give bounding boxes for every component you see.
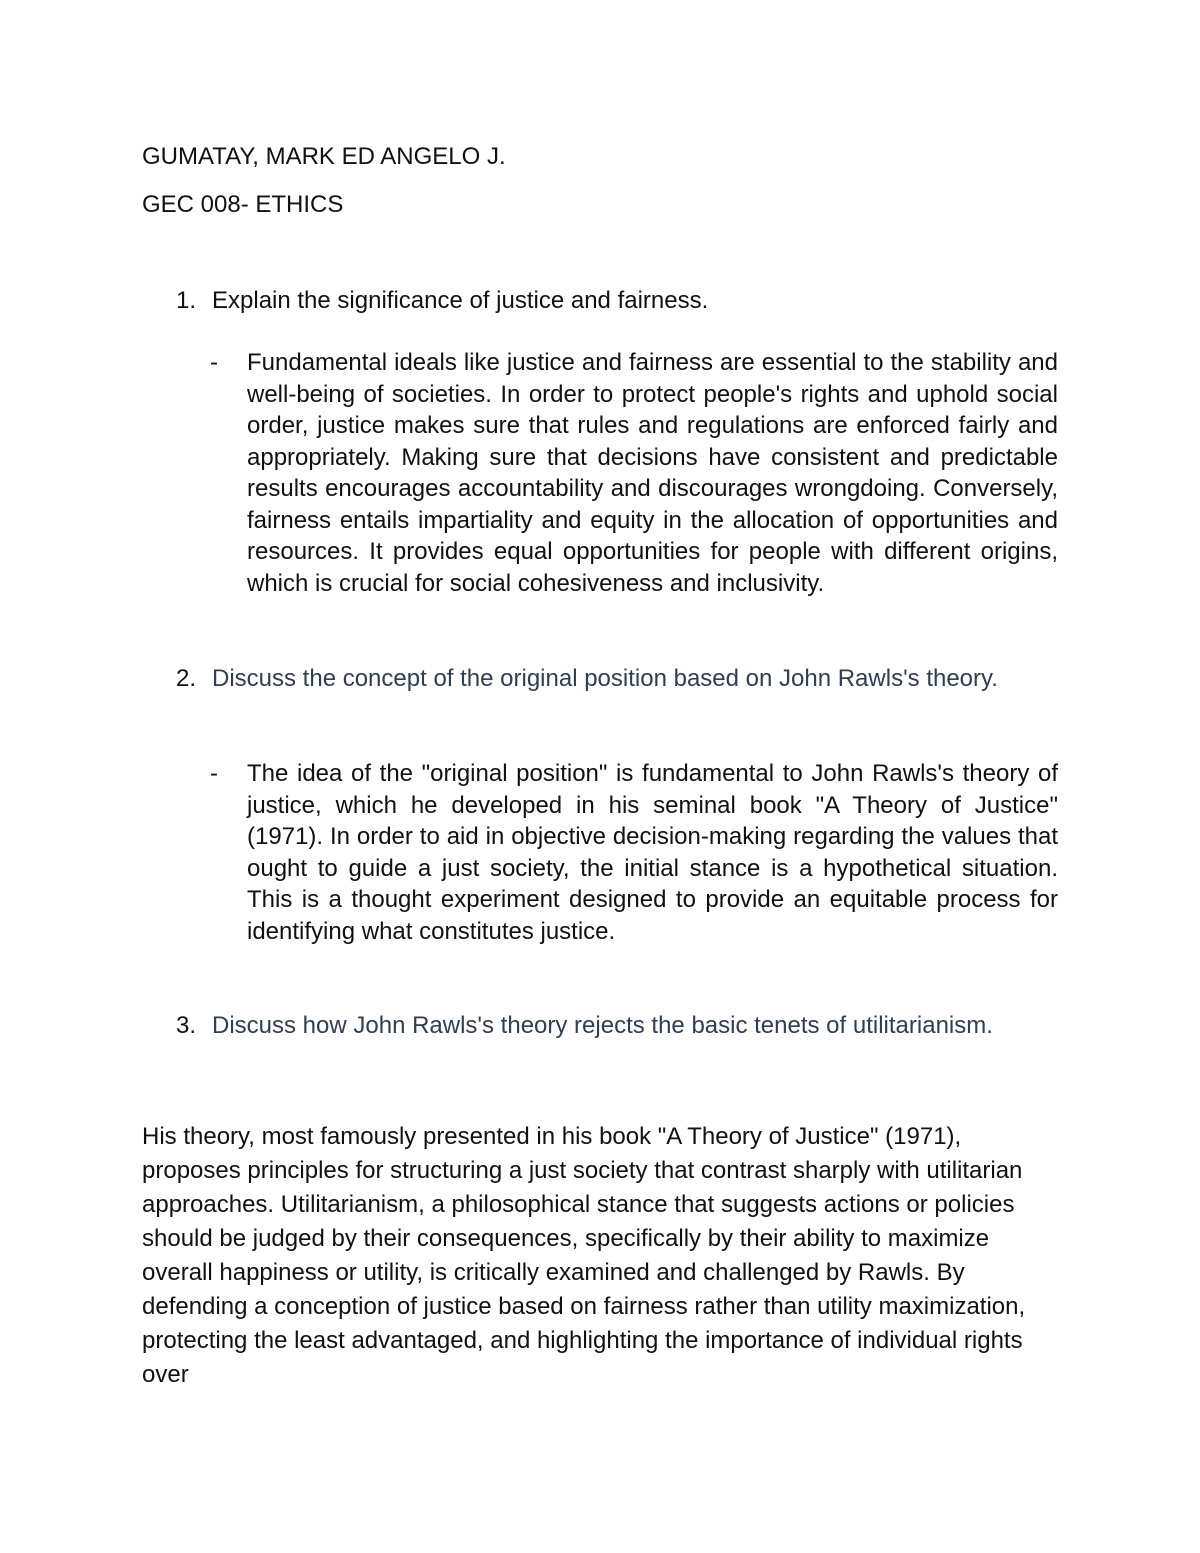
question-text: Discuss how John Rawls's theory rejects the basic tenets of utilitarianism. [212, 1012, 993, 1039]
question-2 [176, 663, 1058, 695]
course-title: GEC 008- ETHICS [142, 191, 344, 218]
question-number: 2. [176, 665, 197, 692]
answer-bullet: - [210, 760, 218, 787]
question-number: 1. [176, 287, 197, 314]
question-number: 3. [176, 1012, 197, 1039]
question-1 [176, 285, 1058, 317]
answer-text: The idea of the "original position" is fundamental to John Rawls's theory of justice, which he developed in his seminal book "A Theory of Justice" (1971). In order to aid in objective decision-making regarding the values that ought to guide a just society, the initial stance is a hypothetical situation. This is a thought experiment designed to provide an equitable process for identifying what constitutes justice. [247, 760, 1058, 945]
answer-2 [210, 758, 1058, 947]
answer-3-paragraph: His theory, most famously presented in his book "A Theory of Justice" (1971), proposes principles for structuring a just society that contrast sharply with utilitarian approaches. Utilitarianism, a philosophical stance that suggests actions or policies should be judged by their consequences, specifically by their ability to maximize overall happiness or utility, is critically examined and challenged by Rawls. By defending a conception of justice based on fairness rather than utility maximization, protecting the least advantaged, and highlighting the importance of individual rights over [142, 1123, 1026, 1388]
question-text: Discuss the concept of the original position based on John Rawls's theory. [212, 665, 998, 692]
student-name: GUMATAY, MARK ED ANGELO J. [142, 143, 506, 170]
question-3 [176, 1010, 1058, 1042]
question-text: Explain the significance of justice and fairness. [212, 287, 709, 314]
answer-text: Fundamental ideals like justice and fairness are essential to the stability and well-being of societies. In order to protect people's rights and uphold social order, justice makes sure that rules and regulations are enforced fairly and appropriately. Making sure that decisions have consistent and predictable results encourages accountability and discourages wrongdoing. Conversely, fairness entails impartiality and equity in the allocation of opportunities and resources. It provides equal opportunities for people with different origins, which is crucial for social cohesiveness and inclusivity. [247, 349, 1058, 597]
answer-bullet: - [210, 349, 218, 376]
answer-1 [210, 347, 1058, 599]
